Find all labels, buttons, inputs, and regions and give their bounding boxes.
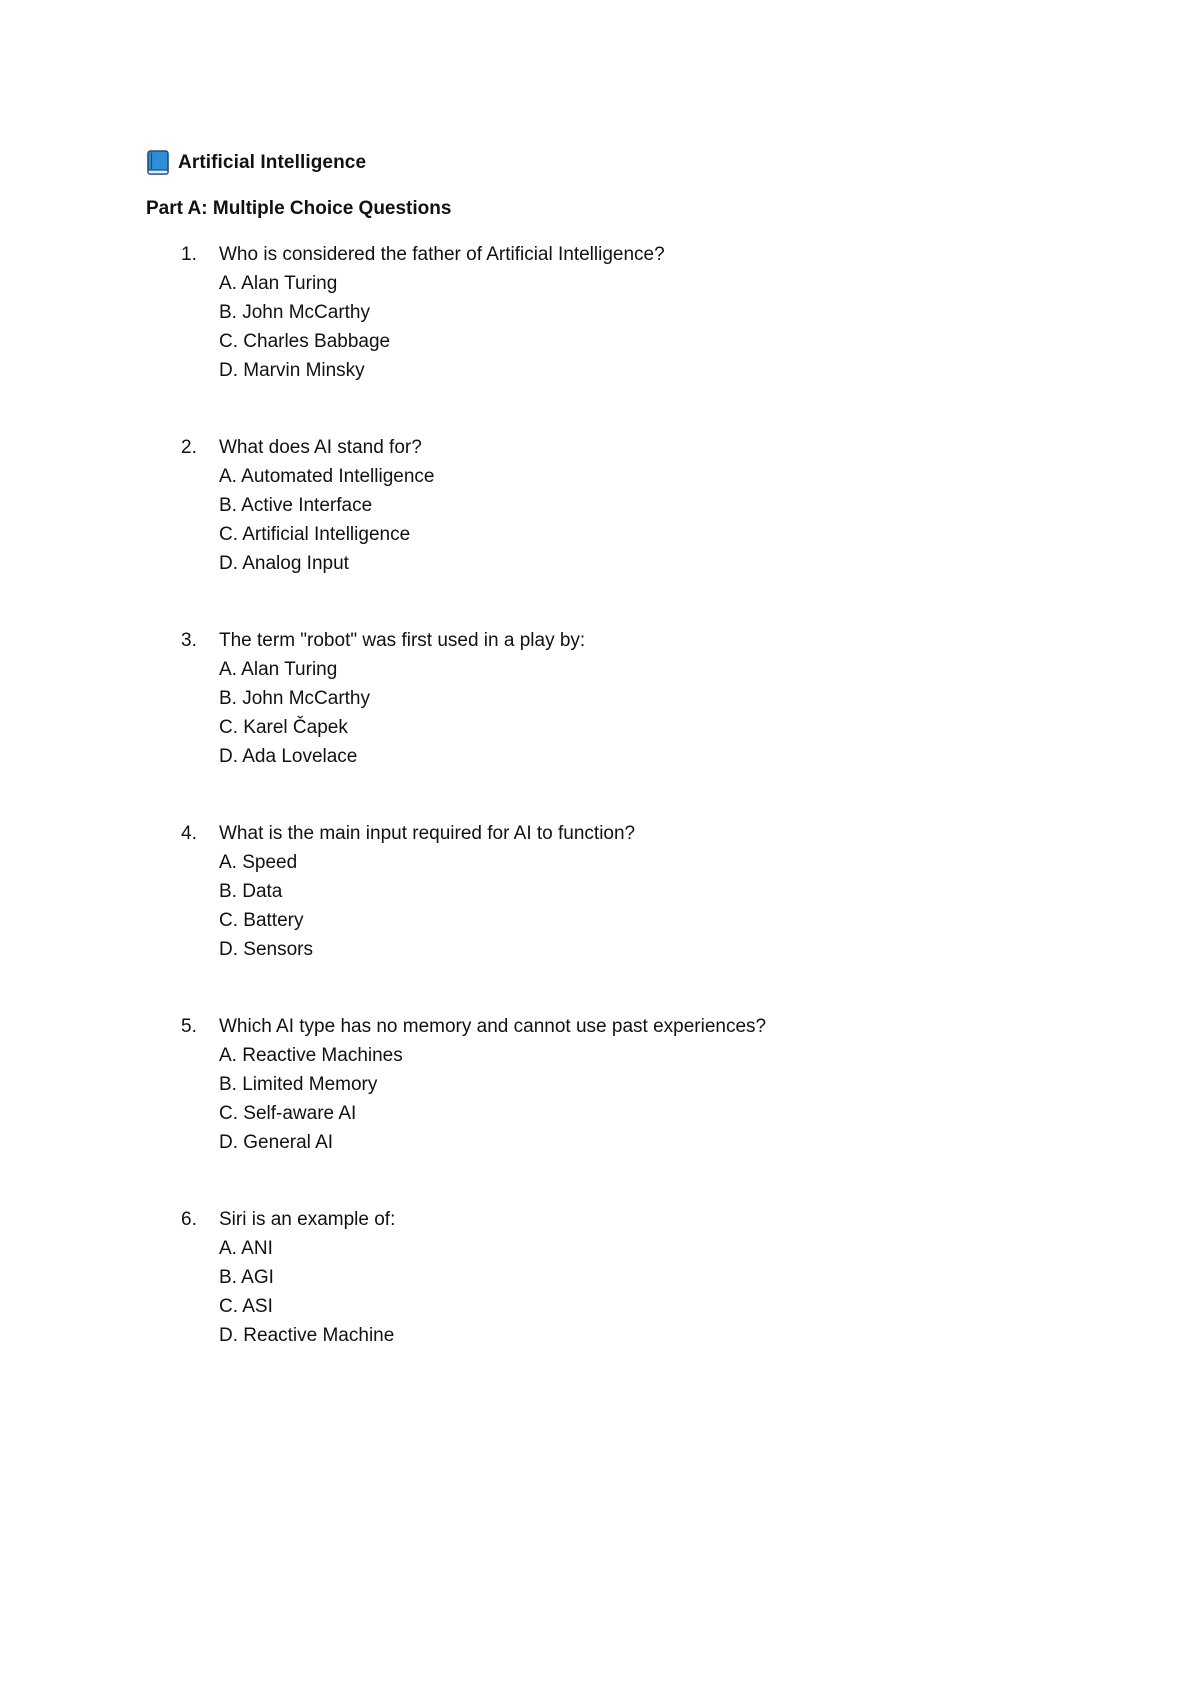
answer-option: D. Marvin Minsky — [219, 360, 365, 381]
question-text: Which AI type has no memory and cannot use past experiences? — [219, 1016, 767, 1037]
answer-option: A. Alan Turing — [219, 273, 338, 294]
question-number: 1. — [181, 244, 197, 265]
answer-option: B. Active Interface — [219, 495, 373, 516]
part-heading: Part A: Multiple Choice Questions — [146, 198, 452, 219]
answer-option: C. Battery — [219, 910, 304, 931]
title-row — [146, 148, 366, 178]
answer-options — [219, 1234, 394, 1350]
question-number: 2. — [181, 437, 197, 458]
answer-option: C. ASI — [219, 1296, 273, 1317]
question-number: 5. — [181, 1016, 197, 1037]
answer-option: C. Charles Babbage — [219, 331, 391, 352]
answer-option: A. Speed — [219, 852, 298, 873]
answer-option: D. General AI — [219, 1132, 334, 1153]
document-title: Artificial Intelligence — [178, 152, 367, 173]
answer-options — [219, 655, 370, 771]
question-text: Siri is an example of: — [219, 1209, 396, 1230]
question-list — [0, 241, 1200, 1399]
answer-options — [219, 1041, 403, 1157]
question-item — [0, 241, 1200, 434]
question-item — [0, 1206, 1200, 1399]
question-item — [0, 434, 1200, 627]
question-number: 3. — [181, 630, 197, 651]
answer-option: D. Sensors — [219, 939, 313, 960]
answer-option: B. Data — [219, 881, 283, 902]
answer-option: B. John McCarthy — [219, 302, 370, 323]
question-item — [0, 1013, 1200, 1206]
question-number: 6. — [181, 1209, 197, 1230]
question-text: The term "robot" was first used in a play by: — [219, 630, 586, 651]
answer-options — [219, 462, 434, 578]
answer-option: A. Reactive Machines — [219, 1045, 403, 1066]
answer-option: D. Reactive Machine — [219, 1325, 395, 1346]
answer-option: B. AGI — [219, 1267, 274, 1288]
answer-option: A. ANI — [219, 1238, 273, 1259]
answer-option: C. Self-aware AI — [219, 1103, 357, 1124]
question-text: What does AI stand for? — [219, 437, 422, 458]
question-item — [0, 820, 1200, 1013]
answer-options — [219, 269, 390, 385]
question-text: Who is considered the father of Artificial Intelligence? — [219, 244, 665, 265]
answer-option: A. Automated Intelligence — [219, 466, 435, 487]
answer-option: C. Karel Čapek — [219, 717, 348, 738]
answer-option: D. Ada Lovelace — [219, 746, 358, 767]
question-item — [0, 627, 1200, 820]
answer-option: A. Alan Turing — [219, 659, 338, 680]
answer-option: B. John McCarthy — [219, 688, 370, 709]
blue-book-icon — [146, 150, 170, 176]
question-number: 4. — [181, 823, 197, 844]
question-text: What is the main input required for AI to function? — [219, 823, 636, 844]
answer-options — [219, 848, 313, 964]
answer-option: B. Limited Memory — [219, 1074, 378, 1095]
answer-option: D. Analog Input — [219, 553, 349, 574]
answer-option: C. Artificial Intelligence — [219, 524, 411, 545]
